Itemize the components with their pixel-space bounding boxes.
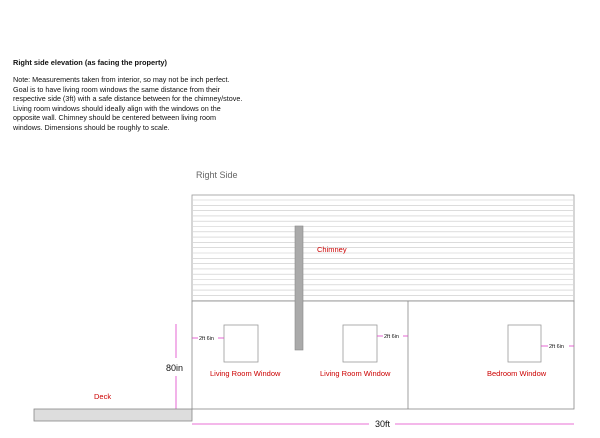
svg-text:2ft 6in: 2ft 6in (384, 334, 399, 340)
page-heading: Right side elevation (as facing the property) (13, 58, 167, 67)
chimney-label: Chimney (317, 245, 347, 254)
chimney (295, 226, 303, 350)
deck-label: Deck (94, 392, 112, 401)
width-dimension (192, 419, 574, 429)
note-text: Note: Measurements taken from interior, so may not be inch perfect. Goal is to have living room windows the same distance from their respective side (3ft) with a safe distance between for the chimney/stove. Living room windows should ideally align with the windows on the opposite wall. Chimney should be centered between living room windows. Dimensions should be roughly to scale. (13, 75, 243, 132)
window2-label: Living Room Window (320, 369, 391, 378)
living-room-window-2 (343, 325, 377, 362)
roof-siding (192, 195, 574, 301)
svg-text:80in: 80in (166, 363, 184, 373)
svg-text:30ft: 30ft (375, 419, 391, 429)
svg-text:2ft 6in: 2ft 6in (199, 336, 214, 342)
svg-text:2ft 6in: 2ft 6in (549, 344, 564, 350)
height-dimension (166, 324, 183, 409)
deck (34, 409, 192, 421)
view-title: Right Side (196, 170, 238, 180)
living-room-window-1 (224, 325, 258, 362)
bedroom-window (508, 325, 541, 362)
window1-label: Living Room Window (210, 369, 281, 378)
window3-label: Bedroom Window (487, 369, 547, 378)
